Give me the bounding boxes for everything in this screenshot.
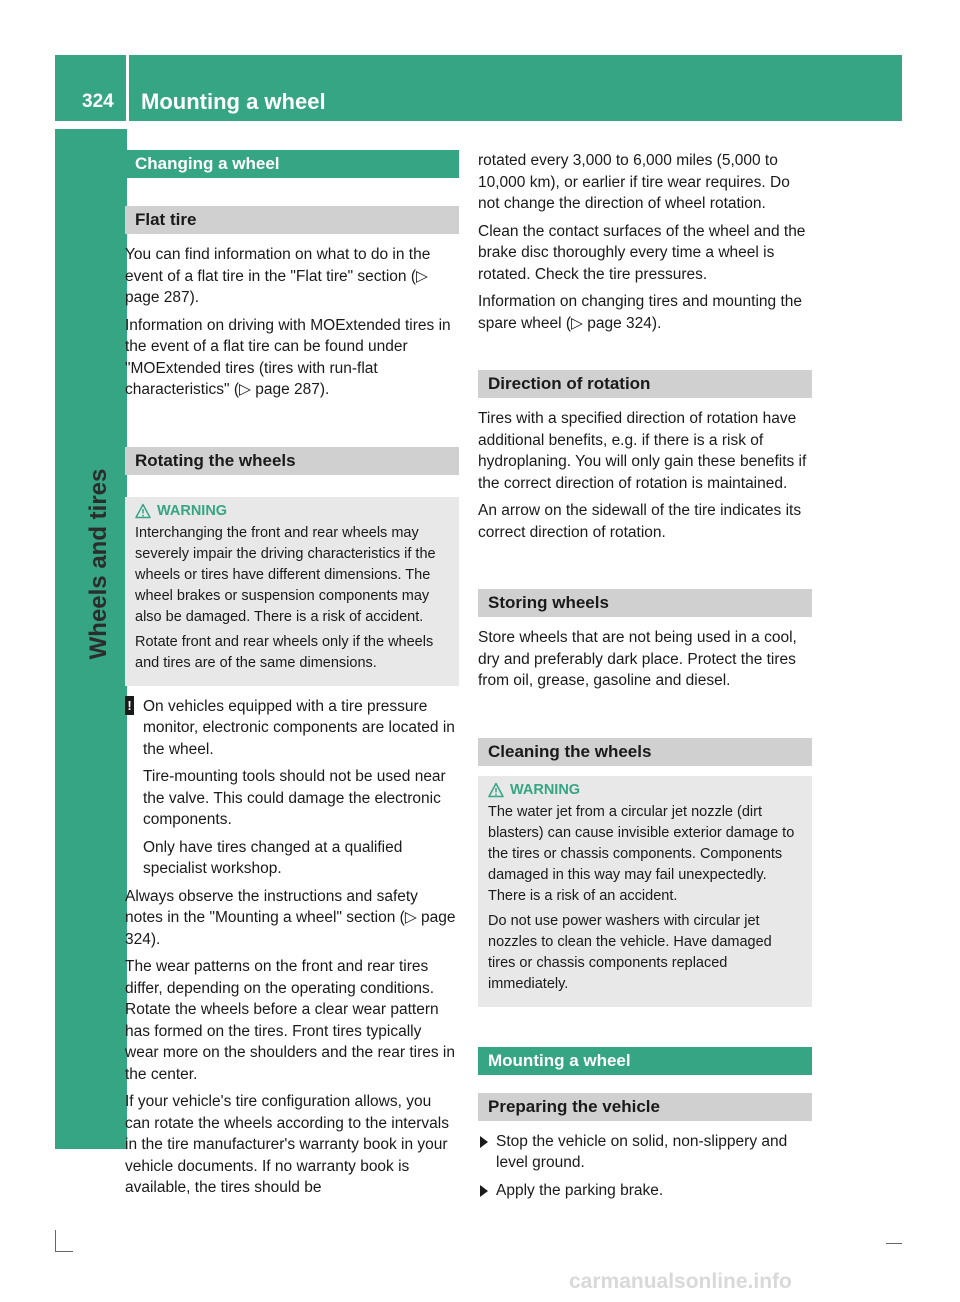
side-tab-label: Wheels and tires [85,468,112,660]
note-block [125,696,459,880]
warning-label: WARNING [157,502,228,519]
exclamation-icon: ! [125,696,134,715]
note-text: Only have tires changed at a qualified specialist workshop. [143,838,403,877]
paragraph: An arrow on the sidewall of the tire indicates its correct direction of rotation. [478,502,802,541]
watermark: carmanualsonline.info [569,1270,792,1293]
subheading-cleaning: Cleaning the wheels [478,738,812,766]
left-column [125,150,459,1205]
note-text: On vehicles equipped with a tire pressure monitor, electronic components are located in the wheel. [143,697,455,758]
warning-box [125,497,459,686]
crop-mark [886,1243,902,1244]
step-text: Apply the parking brake. [496,1181,664,1199]
step-text: Stop the vehicle on solid, non-slippery and level ground. [496,1132,788,1171]
list-item [478,1180,812,1202]
page-title: Mounting a wheel [141,89,326,114]
note-text: Tire-mounting tools should not be used near the valve. This could damage the electronic components. [143,768,446,828]
warning-text: Rotate front and rear wheels only if the wheels and tires are of the same dimensions. [135,633,434,671]
warning-triangle-icon [135,503,151,519]
subheading-flat-tire: Flat tire [125,206,459,234]
paragraph: Information on changing tires and mounting the spare wheel (▷ page 324). [478,293,802,332]
page-number: 324 [82,91,114,112]
paragraph: The wear patterns on the front and rear tires differ, depending on the operating conditions. Rotate the wheels before a clear wear pattern has formed on the tires. Front tires typically wear more on the shoulders and the rear tires in the center. [125,958,455,1083]
warning-title [488,782,802,798]
subheading-direction: Direction of rotation [478,370,812,398]
crop-mark [55,1230,56,1252]
warning-box [478,776,812,1007]
arrow-bullet-icon [480,1185,488,1197]
paragraph: rotated every 3,000 to 6,000 miles (5,000 to 10,000 km), or earlier if tire wear requires. Do not change the direction of wheel rotation. [478,152,790,212]
paragraph: Clean the contact surfaces of the wheel and the brake disc thoroughly every time a wheel is rotated. Check the tire pressures. [478,222,806,283]
paragraph: Tires with a specified direction of rotation have additional benefits, e.g. if there is a risk of hydroplaning. You will only gain these benefits if the correct direction of rotation is maintained. [478,410,807,492]
paragraph: Always observe the instructions and safety notes in the "Mounting a wheel" section (▷ page 324). [125,887,456,948]
paragraph: If your vehicle's tire configuration allows, you can rotate the wheels according to the intervals in the tire manufacturer's warranty book in your vehicle documents. If no warranty book is available, the tires should be [125,1093,449,1196]
list-item [478,1131,812,1174]
section-heading-mounting: Mounting a wheel [478,1047,812,1075]
subheading-rotating: Rotating the wheels [125,447,459,475]
warning-text: The water jet from a circular jet nozzle (dirt blasters) can cause invisible exterior damage to the tires or chassis components. Components damaged in this way may fail unexpectedly. There is a risk of an accident. [488,803,795,904]
header-divider [126,55,129,121]
warning-text: Do not use power washers with circular jet nozzles to clean the vehicle. Have damaged tires or chassis components replaced immediately. [488,912,772,992]
warning-label: WARNING [510,781,581,798]
paragraph: You can find information on what to do in the event of a flat tire in the "Flat tire" section (▷ page 287). [125,246,431,306]
crop-mark [55,1251,73,1252]
subheading-storing: Storing wheels [478,589,812,617]
subheading-preparing: Preparing the vehicle [478,1093,812,1121]
arrow-bullet-icon [480,1136,488,1148]
warning-title [135,503,449,519]
section-heading-changing: Changing a wheel [125,150,459,178]
paragraph: Information on driving with MOExtended tires in the event of a flat tire can be found under "MOExtended tires (tires with run-flat characteristics" (▷ page 287). [125,316,451,398]
right-column [478,150,812,1207]
paragraph: Store wheels that are not being used in a cool, dry and preferably dark place. Protect the tires from oil, grease, gasoline and diesel. [478,629,797,689]
warning-triangle-icon [488,782,504,798]
warning-text: Interchanging the front and rear wheels may severely impair the driving characteristics if the wheels or tires have different dimensions. The wheel brakes or suspension components may also be damaged. There is a risk of accident. [135,524,436,625]
